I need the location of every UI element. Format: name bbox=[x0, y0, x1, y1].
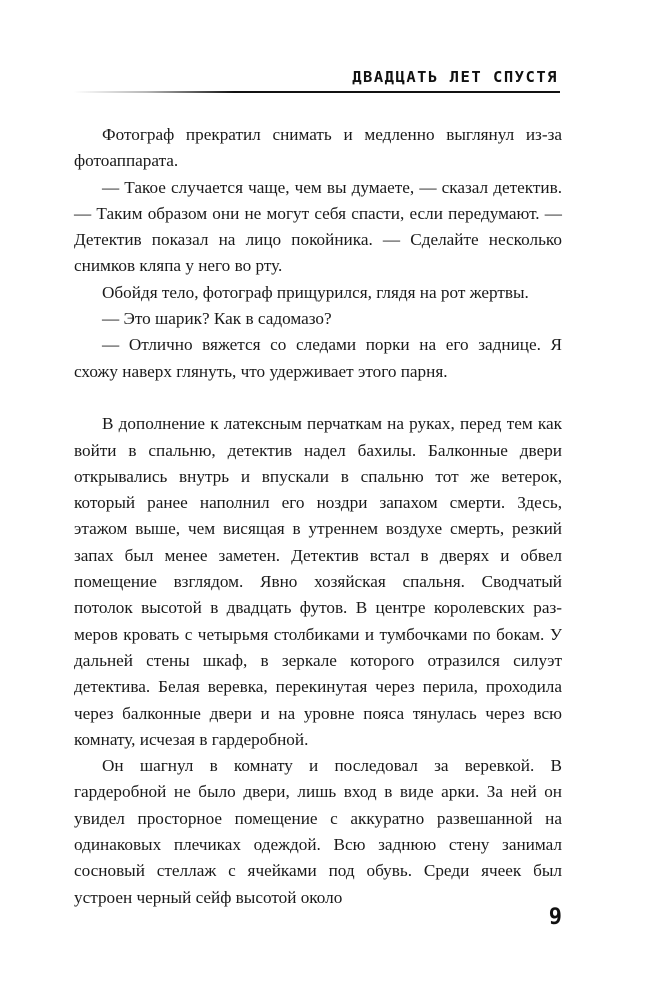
running-title: ДВАДЦАТЬ ЛЕТ СПУСТЯ bbox=[352, 68, 558, 86]
paragraph: Фотограф прекратил снимать и медленно выглянул из-за фотоаппарата. bbox=[74, 125, 562, 171]
paragraph: Он шагнул в комнату и последовал за веревкой. В гардеробной не было двери, лишь вход в виде арки. За ней он увидел просторное помещение с аккуратно развешанной на одинаковых плечиках одеждой. Всю заднюю стену занимал сосновый стеллаж с ячейками под обувь. Среди ячеек был устроен черный сейф высотой около bbox=[74, 756, 562, 907]
paragraph: — Такое случается чаще, чем вы думаете, — сказал детектив. — Таким образом они не могут себя спасти, если передумают. — Детектив показал на лицо покойника. — Сделайте несколько снимков кляпа у него во рту. bbox=[74, 177, 562, 276]
header-rule-fade bbox=[74, 89, 234, 94]
running-header bbox=[74, 68, 560, 98]
paragraph: — Отлично вяжется со следами порки на его заднице. Я схожу наверх глянуть, что удерживает этого парня. bbox=[74, 335, 562, 381]
paragraph: — Это шарик? Как в садомазо? bbox=[102, 309, 332, 329]
body-text bbox=[74, 122, 562, 911]
paragraph: В дополнение к латексным перчаткам на руках, перед тем как войти в спальню, детектив надел бахилы. Балконные двери открывались внутрь и впускали в спальню тот же ветерок, который ранее наполнил его ноздри запахом смерти. Здесь, этажом выше, чем висящая в утреннем воздухе смерть, резкий запах был менее заметен. Детектив встал в дверях и обвел помещение взглядом. Явно хозяйская спальня. Сводчатый потолок высотой в двадцать футов. В центре королевских размеров кровать с четырьмя столбиками и тумбочками по бокам. У дальней стены шкаф, в зеркале которого отразился силуэт детектива. Белая веревка, перекинутая через перила, проходила через балконные двери и на уровне пояса тянулась через всю комнату, исчезая в гардеробной. bbox=[74, 414, 562, 749]
paragraph: Обойдя тело, фотограф прищурился, глядя на рот жертвы. bbox=[102, 282, 529, 302]
page-number: 9 bbox=[548, 905, 562, 930]
